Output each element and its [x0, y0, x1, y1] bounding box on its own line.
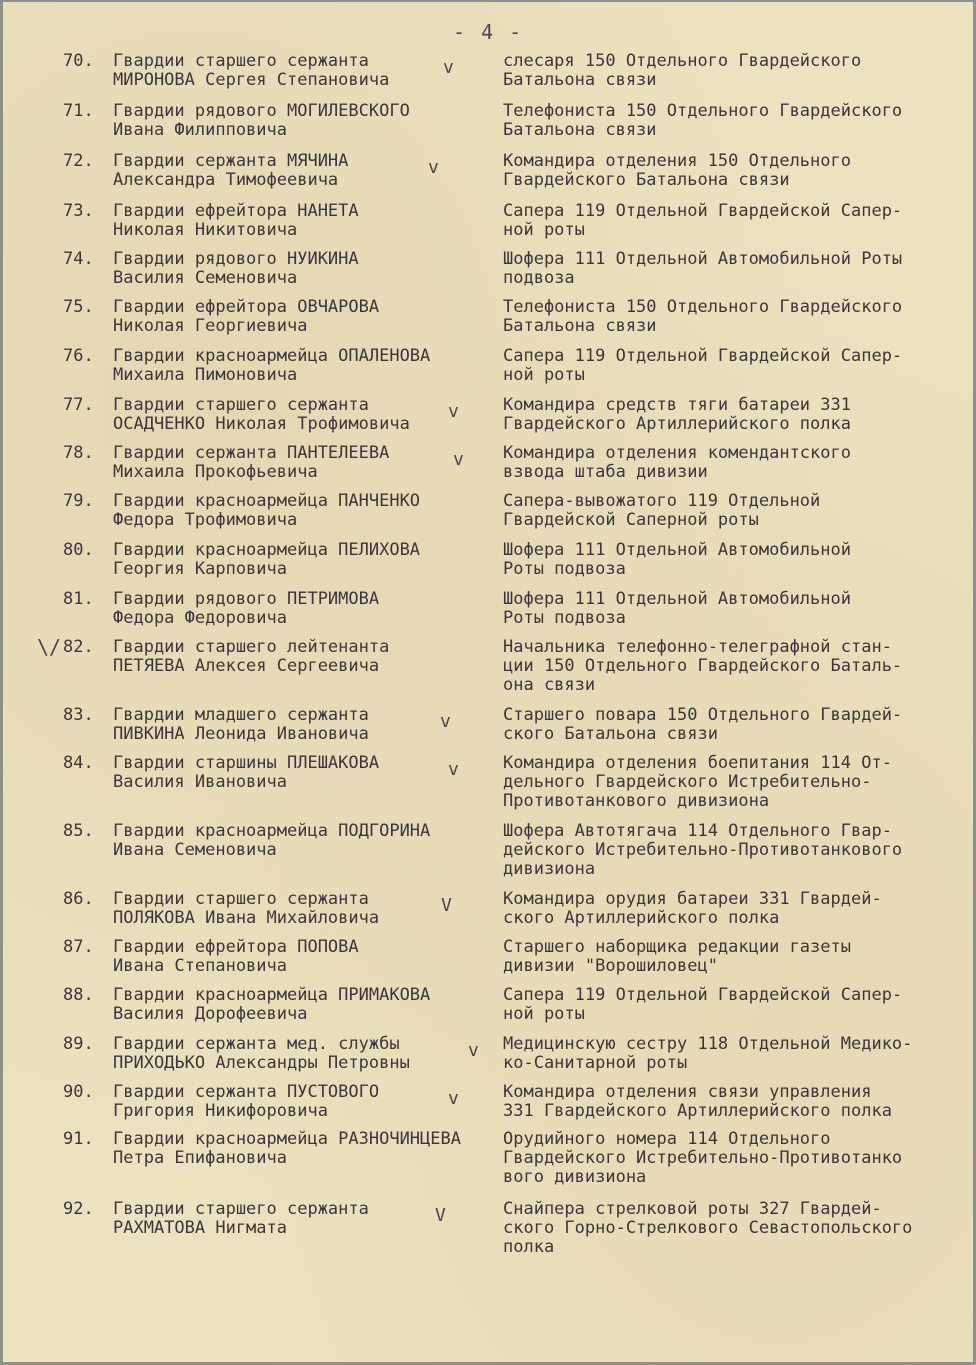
- name-line: ПРИХОДЬКО Александры Петровны: [113, 1054, 410, 1073]
- position-line: Роты подвоза: [503, 560, 626, 579]
- checkmark: v: [453, 449, 464, 470]
- name-line: Федора Федоровича: [113, 609, 287, 628]
- position-description: [503, 298, 971, 336]
- name-line: Гвардии ефрейтора НАНЕТА: [113, 202, 359, 221]
- position-line: ского Батальона связи: [503, 725, 718, 744]
- person-name: [113, 52, 498, 90]
- position-line: Батальона связи: [503, 317, 657, 336]
- position-line: Командира отделения 150 Отдельного: [503, 152, 851, 171]
- position-description: [503, 638, 971, 695]
- name-line: Ивана Семеновича: [113, 841, 277, 860]
- entry-number: 80.: [63, 540, 94, 560]
- person-name: [113, 986, 498, 1024]
- name-line: Михаила Пимоновича: [113, 366, 298, 385]
- position-line: ной роты: [503, 1005, 585, 1024]
- name-line: Михаила Прокофьевича: [113, 463, 318, 482]
- person-name: [113, 1035, 498, 1073]
- entry-number: 90.: [63, 1082, 94, 1102]
- name-line: Гвардии красноармейца ПРИМАКОВА: [113, 986, 431, 1005]
- position-line: Телефониста 150 Отдельного Гвардейского: [503, 102, 903, 121]
- person-name: [113, 396, 498, 434]
- position-line: Командира отделения связи управления: [503, 1083, 872, 1102]
- position-line: Сапера 119 Отдельной Гвардейской Сапер-: [503, 347, 903, 366]
- name-line: Гвардии старшего сержанта: [113, 396, 369, 415]
- person-name: [113, 1083, 498, 1121]
- margin-checkmark: \/: [37, 635, 62, 659]
- position-description: [503, 1083, 971, 1121]
- position-line: Телефониста 150 Отдельного Гвардейского: [503, 298, 903, 317]
- person-name: [113, 638, 498, 676]
- position-line: ко-Санитарной роты: [503, 1054, 688, 1073]
- position-description: [503, 1035, 971, 1073]
- page-number: - 4 -: [453, 20, 524, 44]
- position-line: ной роты: [503, 221, 585, 240]
- name-line: Гвардии красноармейца РАЗНОЧИНЦЕВА: [113, 1130, 461, 1149]
- position-line: Противотанкового дивизиона: [503, 792, 770, 811]
- name-line: Григория Никифоровича: [113, 1102, 328, 1121]
- person-name: [113, 202, 498, 240]
- name-line: Гвардии красноармейца ПАНЧЕНКО: [113, 492, 421, 511]
- entry-number: 87.: [63, 937, 94, 957]
- person-name: [113, 152, 498, 190]
- position-line: Гвардейского Батальона связи: [503, 171, 790, 190]
- name-line: Ивана Степановича: [113, 957, 287, 976]
- position-line: Начальника телефонно-телеграфной стан-: [503, 638, 892, 657]
- name-line: Гвардии старшины ПЛЕШАКОВА: [113, 754, 380, 773]
- person-name: [113, 102, 498, 140]
- position-line: ции 150 Отдельного Гвардейского Баталь-: [503, 657, 903, 676]
- name-line: Петра Епифановича: [113, 1149, 287, 1168]
- entry-number: 81.: [63, 589, 94, 609]
- position-line: ского Артиллерийского полка: [503, 909, 780, 928]
- position-description: [503, 444, 971, 482]
- entry-number: 84.: [63, 753, 94, 773]
- position-description: [503, 250, 971, 288]
- name-line: Гвардии рядового НУЙКИНА: [113, 250, 359, 269]
- position-line: Орудийного номера 114 Отдельного: [503, 1130, 831, 1149]
- position-line: Батальона связи: [503, 121, 657, 140]
- position-description: [503, 986, 971, 1024]
- position-description: [503, 890, 971, 928]
- person-name: [113, 444, 498, 482]
- name-line: Николая Никитовича: [113, 221, 298, 240]
- document-page: [3, 2, 973, 1362]
- position-line: дивизиона: [503, 860, 596, 879]
- person-name: [113, 1130, 498, 1168]
- checkmark: v: [448, 401, 459, 422]
- position-line: Гвардейской Саперной роты: [503, 511, 759, 530]
- entry-number: 85.: [63, 821, 94, 841]
- entry-number: 79.: [63, 491, 94, 511]
- position-line: полка: [503, 1238, 555, 1257]
- position-line: Шофера 111 Отдельной Автомобильной: [503, 541, 851, 560]
- checkmark: v: [443, 57, 454, 78]
- checkmark: v: [428, 157, 439, 178]
- entry-number: 83.: [63, 705, 94, 725]
- name-line: Гвардии ефрейтора ОВЧАРОВА: [113, 298, 380, 317]
- position-line: ского Горно-Стрелкового Севастопольского: [503, 1219, 913, 1238]
- name-line: Гвардии сержанта МЯЧИНА: [113, 152, 349, 171]
- name-line: Гвардии красноармейца ПЕЛИХОВА: [113, 541, 421, 560]
- position-description: [503, 396, 971, 434]
- name-line: Гвардии сержанта ПУСТОВОГО: [113, 1083, 380, 1102]
- entry-number: 74.: [63, 249, 94, 269]
- position-line: Сапера-вывожатого 119 Отдельной: [503, 492, 821, 511]
- position-line: Командира средств тяги батареи 331: [503, 396, 851, 415]
- name-line: Александра Тимофеевича: [113, 171, 339, 190]
- person-name: [113, 754, 498, 792]
- name-line: Гвардии старшего лейтенанта: [113, 638, 390, 657]
- position-line: Роты подвоза: [503, 609, 626, 628]
- name-line: Гвардии сержанта мед. службы: [113, 1035, 400, 1054]
- position-line: Гвардейского Истребительно-Противотанко: [503, 1149, 903, 1168]
- person-name: [113, 347, 498, 385]
- position-line: Шофера 111 Отдельной Автомобильной Роты: [503, 250, 903, 269]
- position-line: подвоза: [503, 269, 575, 288]
- entry-number: 78.: [63, 443, 94, 463]
- position-line: Снайпера стрелковой роты 327 Гвардей-: [503, 1200, 882, 1219]
- person-name: [113, 590, 498, 628]
- position-description: [503, 938, 971, 976]
- name-line: Гвардии старшего сержанта: [113, 1200, 369, 1219]
- name-line: Федора Трофимовича: [113, 511, 298, 530]
- name-line: Георгия Карповича: [113, 560, 287, 579]
- position-description: [503, 152, 971, 190]
- entry-number: 72.: [63, 151, 94, 171]
- name-line: Гвардии старшего сержанта: [113, 890, 369, 909]
- name-line: ПИВКИНА Леонида Ивановича: [113, 725, 369, 744]
- position-description: [503, 102, 971, 140]
- position-line: Гвардейского Артиллерийского полка: [503, 415, 851, 434]
- person-name: [113, 250, 498, 288]
- name-line: Гвардии красноармейца ОПАЛЕНОВА: [113, 347, 431, 366]
- position-description: [503, 52, 971, 90]
- position-line: взвода штаба дивизии: [503, 463, 708, 482]
- checkmark: V: [441, 895, 452, 916]
- name-line: Гвардии красноармейца ПОДГОРИНА: [113, 822, 431, 841]
- position-line: Сапера 119 Отдельной Гвардейской Сапер-: [503, 986, 903, 1005]
- position-line: Командира отделения боепитания 114 От-: [503, 754, 892, 773]
- entry-number: 86.: [63, 889, 94, 909]
- position-line: слесаря 150 Отдельного Гвардейского: [503, 52, 862, 71]
- person-name: [113, 541, 498, 579]
- position-line: ной роты: [503, 366, 585, 385]
- name-line: Василия Ивановича: [113, 773, 287, 792]
- name-line: Ивана Филипповича: [113, 121, 287, 140]
- position-line: Командира орудия батареи 331 Гвардей-: [503, 890, 882, 909]
- position-line: дельного Гвардейского Истребительно-: [503, 773, 872, 792]
- position-line: дейского Истребительно-Противотанкового: [503, 841, 903, 860]
- name-line: Гвардии старшего сержанта: [113, 52, 369, 71]
- name-line: ОСАДЧЕНКО Николая Трофимовича: [113, 415, 410, 434]
- entry-number: 92.: [63, 1199, 94, 1219]
- entry-number: 77.: [63, 395, 94, 415]
- position-line: Батальона связи: [503, 71, 657, 90]
- entry-number: 82.: [63, 637, 94, 657]
- checkmark: v: [448, 759, 459, 780]
- name-line: Гвардии младшего сержанта: [113, 706, 369, 725]
- name-line: Гвардии рядового МОГИЛЕВСКОГО: [113, 102, 410, 121]
- position-description: [503, 492, 971, 530]
- position-line: Командира отделения комендантского: [503, 444, 851, 463]
- name-line: МИРОНОВА Сергея Степановича: [113, 71, 390, 90]
- name-line: РАХМАТОВА Нигмата: [113, 1219, 287, 1238]
- position-description: [503, 1200, 971, 1257]
- position-line: Шофера Автотягача 114 Отдельного Гвар-: [503, 822, 892, 841]
- entry-number: 91.: [63, 1129, 94, 1149]
- name-line: Николая Георгиевича: [113, 317, 308, 336]
- name-line: Василия Дорофеевича: [113, 1005, 308, 1024]
- position-line: вого дивизиона: [503, 1168, 647, 1187]
- entry-number: 88.: [63, 985, 94, 1005]
- person-name: [113, 938, 498, 976]
- name-line: ПОЛЯКОВА Ивана Михайловича: [113, 909, 380, 928]
- position-line: она связи: [503, 676, 596, 695]
- position-description: [503, 541, 971, 579]
- checkmark: v: [468, 1040, 479, 1061]
- entry-number: 73.: [63, 201, 94, 221]
- position-description: [503, 822, 971, 879]
- person-name: [113, 822, 498, 860]
- name-line: Василия Семеновича: [113, 269, 298, 288]
- position-line: дивизии "Ворошиловец": [503, 957, 718, 976]
- position-line: Старшего наборщика редакции газеты: [503, 938, 851, 957]
- position-description: [503, 706, 971, 744]
- person-name: [113, 492, 498, 530]
- name-line: Гвардии сержанта ПАНТЕЛЕЕВА: [113, 444, 390, 463]
- name-line: Гвардии ефрейтора ПОПОВА: [113, 938, 359, 957]
- entry-number: 75.: [63, 297, 94, 317]
- position-line: 331 Гвардейского Артиллерийского полка: [503, 1102, 892, 1121]
- entry-number: 70.: [63, 51, 94, 71]
- position-line: Старшего повара 150 Отдельного Гвардей-: [503, 706, 903, 725]
- entry-number: 76.: [63, 346, 94, 366]
- checkmark: v: [448, 1088, 459, 1109]
- person-name: [113, 298, 498, 336]
- position-description: [503, 1130, 971, 1187]
- position-line: Шофера 111 Отдельной Автомобильной: [503, 590, 851, 609]
- checkmark: V: [435, 1205, 446, 1226]
- checkmark: v: [440, 711, 451, 732]
- position-line: Медицинскую сестру 118 Отдельной Медико-: [503, 1035, 913, 1054]
- position-description: [503, 347, 971, 385]
- name-line: Гвардии рядового ПЕТРИМОВА: [113, 590, 380, 609]
- position-description: [503, 754, 971, 811]
- entry-number: 71.: [63, 101, 94, 121]
- position-description: [503, 590, 971, 628]
- entry-number: 89.: [63, 1034, 94, 1054]
- position-line: Сапера 119 Отдельной Гвардейской Сапер-: [503, 202, 903, 221]
- name-line: ПЕТЯЕВА Алексея Сергеевича: [113, 657, 380, 676]
- position-description: [503, 202, 971, 240]
